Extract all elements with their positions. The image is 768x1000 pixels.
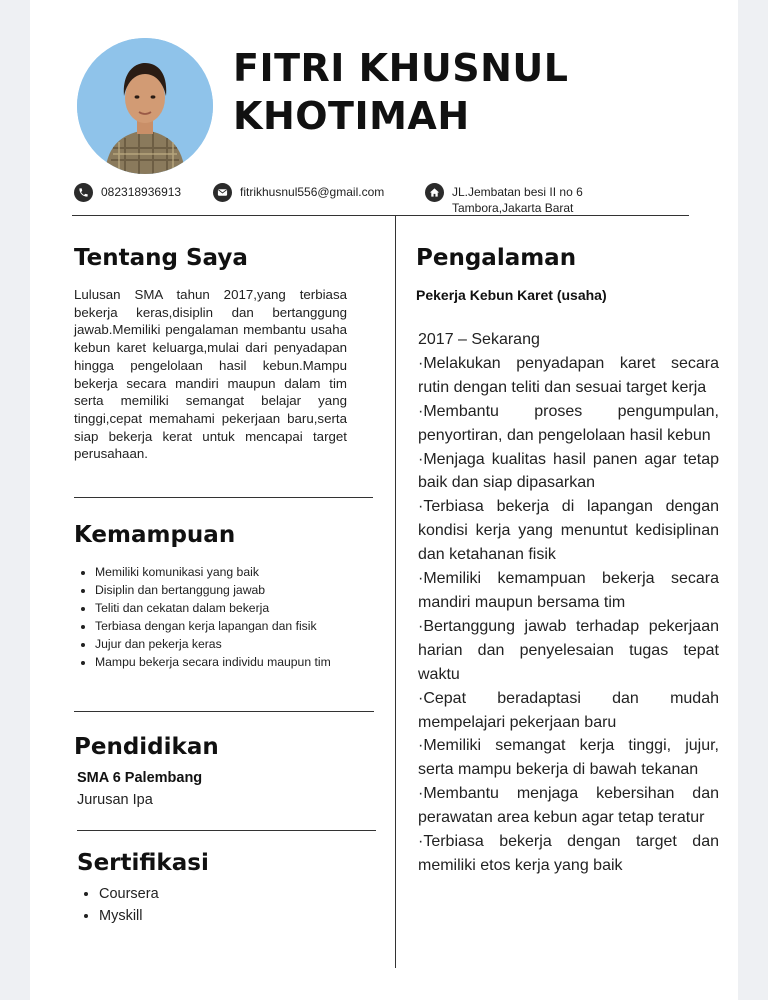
skills-divider [74,711,374,712]
about-text: Lulusan SMA tahun 2017,yang terbiasa bekerja keras,disiplin dan bertanggung jawab.Memiliki pengalaman membantu usaha kebun karet keluarga,mulai dari penyadapan hingga pengelolaan hasil kebun.Mampu bekerja secara mandiri maupun dalam tim serta memiliki semangat belajar yang tinggi,cepat memahami pekerjaan baru,serta siap bekerja kerat untuk mencapai target perusahaan. [74,287,347,462]
list-item: • Mampu bekerja secara individu maupun tim [95,653,349,671]
school-major: Jurusan Ipa [77,792,153,808]
header-divider [72,215,689,216]
list-item: ·Cepat beradaptasi dan mudah mempelajari pekerjaan baru [418,689,719,731]
name-line-1: FITRI KHUSNUL [233,46,569,90]
list-item: ·Memiliki kemampuan bekerja secara mandiri maupun bersama tim [418,570,719,611]
list-item: ·Menjaga kualitas hasil panen agar tetap baik dan siap dipasarkan [418,450,719,492]
certifications-list [77,884,159,927]
phone-number: 082318936913 [101,185,182,199]
education-divider [77,830,376,831]
education-heading: Pendidikan [74,734,219,760]
list-item: • Jujur dan pekerja keras [95,635,349,653]
address-line-1: JL.Jembatan besi II no 6 [452,185,583,199]
home-icon [425,183,444,202]
list-item: ·Melakukan penyadapan karet secara rutin dengan teliti dan sesuai target kerja [418,354,719,396]
address-line-2: Tambora,Jakarta Barat [452,201,574,215]
column-divider [395,215,396,968]
list-item: • Memiliki komunikasi yang baik [95,563,349,581]
profile-photo [77,38,213,174]
list-item: ·Memiliki semangat kerja tinggi, jujur, serta mampu bekerja di bawah tekanan [418,737,719,779]
school-name: SMA 6 Palembang [77,770,203,786]
experience-details [418,328,719,878]
list-item: • Disiplin dan bertanggung jawab [95,581,349,599]
list-item: ·Terbiasa bekerja dengan target dan memiliki etos kerja yang baik [418,833,719,874]
skills-heading: Kemampuan [74,522,236,548]
list-item: • Myskill [99,906,159,928]
list-item: ·Terbiasa bekerja di lapangan dengan kondisi kerja yang menuntut kedisiplinan dan ketahanan fisik [418,498,719,564]
list-item: ·Membantu proses pengumpulan, penyortiran, dan pengelolaan hasil kebun [418,402,719,444]
list-item: • Terbiasa dengan kerja lapangan dan fisik [95,617,349,635]
list-item: ·Membantu menjaga kebersihan dan perawatan area kebun agar tetap teratur [418,785,719,827]
list-item: • Coursera [99,884,159,906]
skills-list [74,563,349,672]
about-divider [74,497,373,498]
name-line-2: KHOTIMAH [233,94,470,138]
email-address: fitrikhusnul556@gmail.com [240,185,385,199]
job-title: Pekerja Kebun Karet (usaha) [416,287,607,303]
job-period: 2017 – Sekarang [418,331,540,348]
experience-heading: Pengalaman [416,245,577,271]
email-icon [213,183,232,202]
about-heading: Tentang Saya [74,245,248,271]
list-item: ·Bertanggung jawab terhadap pekerjaan harian dan penyelesaian tugas tepat waktu [418,617,719,683]
contact-address [425,184,583,216]
contact-phone [74,184,181,202]
list-item: • Teliti dan cekatan dalam bekerja [95,599,349,617]
address [452,184,583,216]
certifications-heading: Sertifikasi [77,850,209,876]
candidate-name [233,44,569,140]
contact-email [213,184,384,202]
phone-icon [74,183,93,202]
